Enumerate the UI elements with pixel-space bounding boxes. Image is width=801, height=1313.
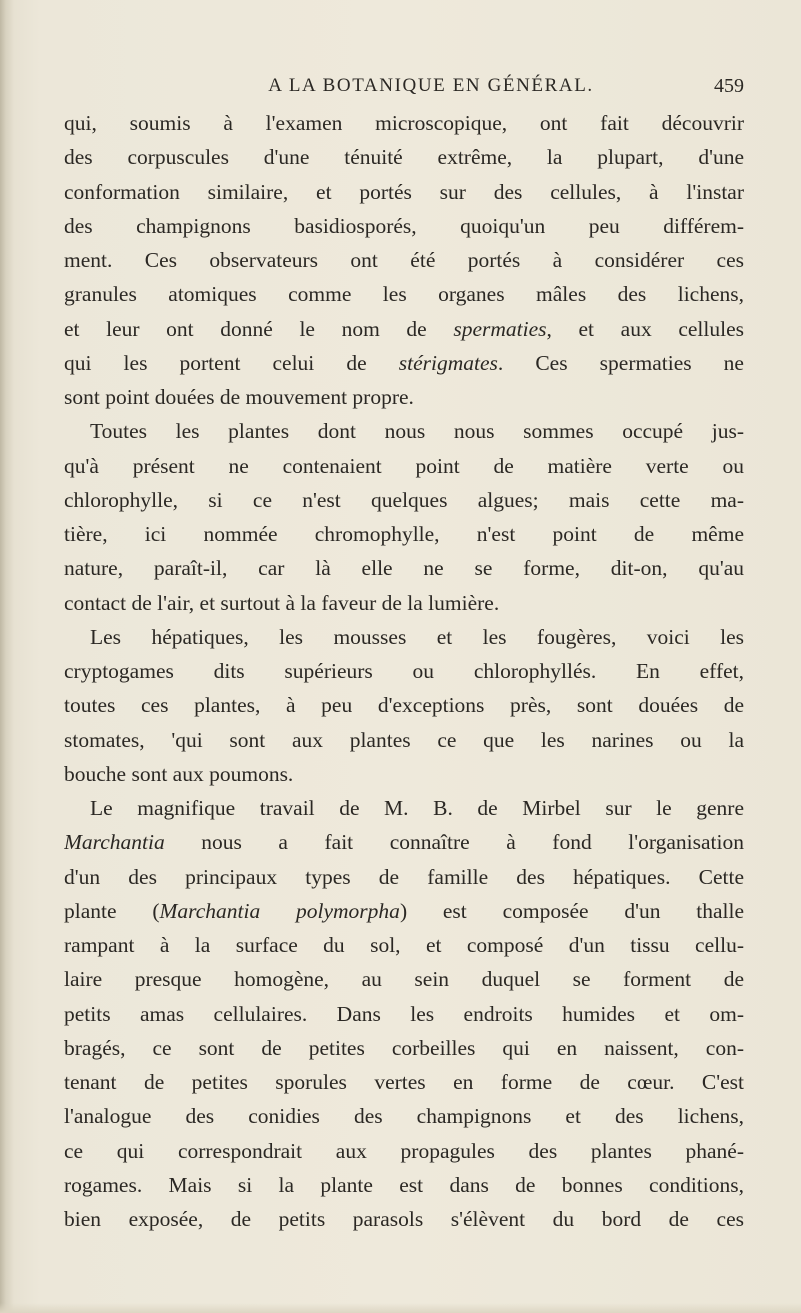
text-line bbox=[64, 791, 744, 825]
text-run: bouche sont aux poumons. bbox=[64, 761, 294, 786]
text-run: et leur ont donné le nom de bbox=[64, 316, 454, 341]
text-run: bien exposée, de petits parasols s'élèvent du bord de ces bbox=[64, 1207, 744, 1231]
text-run: chlorophylle, si ce n'est quelques algues; mais cette ma- bbox=[64, 487, 744, 512]
text-line bbox=[64, 962, 744, 996]
text-line bbox=[64, 312, 744, 346]
text-run: l'analogue des conidies des champignons et des lichens, bbox=[64, 1104, 744, 1129]
running-head-title: A LA BOTANIQUE EN GÉNÉRAL. bbox=[268, 75, 594, 96]
text-line bbox=[64, 825, 744, 859]
text-run: nature, paraît-il, car là elle ne se forme, dit-on, qu'au bbox=[64, 556, 744, 581]
text-run: plante ( bbox=[64, 898, 160, 923]
italic-term: spermaties bbox=[453, 316, 547, 341]
running-head bbox=[118, 72, 744, 100]
text-line bbox=[64, 380, 744, 414]
text-run: des corpuscules d'une ténuité extrême, la plupart, d'une bbox=[64, 145, 744, 170]
text-line bbox=[64, 1134, 744, 1168]
text-line bbox=[64, 551, 744, 585]
text-run: Le magnifique travail de M. B. de Mirbel sur le genre bbox=[90, 796, 744, 820]
text-run: tière, ici nommée chromophylle, n'est point de même bbox=[64, 522, 744, 546]
text-run: laire presque homogène, au sein duquel se forment de bbox=[64, 967, 744, 992]
text-run: rogames. Mais si la plante est dans de bonnes conditions, bbox=[64, 1172, 744, 1197]
text-run: tenant de petites sporules vertes en forme de cœur. C'est bbox=[64, 1070, 744, 1094]
text-line bbox=[64, 997, 744, 1031]
text-run: Toutes les plantes dont nous nous sommes occupé jus- bbox=[90, 419, 744, 444]
text-run: qu'à présent ne contenaient point de matière verte ou bbox=[64, 453, 744, 478]
text-run: ) est composée d'un thalle bbox=[399, 898, 744, 923]
paragraph bbox=[64, 620, 744, 791]
text-line bbox=[64, 654, 744, 688]
text-line bbox=[64, 243, 744, 277]
text-line bbox=[64, 928, 744, 962]
paragraph bbox=[64, 106, 744, 414]
text-run: des champignons basidiosporés, quoiqu'un peu différem- bbox=[64, 213, 744, 238]
text-run: Les hépatiques, les mousses et les fougères, voici les bbox=[90, 624, 744, 649]
italic-term: stérigmates bbox=[398, 350, 498, 375]
text-line bbox=[64, 175, 744, 209]
text-run: sont point douées de mouvement propre. bbox=[64, 385, 414, 409]
text-line bbox=[64, 620, 744, 654]
page-number: 459 bbox=[714, 75, 744, 97]
text-line bbox=[64, 894, 744, 928]
text-run: conformation similaire, et portés sur des cellules, à l'instar bbox=[64, 179, 744, 204]
text-line bbox=[64, 517, 744, 551]
text-run: bragés, ce sont de petites corbeilles qui en naissent, con- bbox=[64, 1035, 744, 1060]
text-run: qui, soumis à l'examen microscopique, ont fait découvrir bbox=[64, 111, 744, 135]
text-line bbox=[64, 277, 744, 311]
text-line bbox=[64, 860, 744, 894]
text-run: ce qui correspondrait aux propagules des plantes phané- bbox=[64, 1138, 744, 1163]
text-run: , et aux cellules bbox=[546, 316, 744, 341]
text-run: qui les portent celui de bbox=[64, 350, 399, 375]
text-line bbox=[64, 723, 744, 757]
text-run: cryptogames dits supérieurs ou chlorophyllés. En effet, bbox=[64, 659, 744, 683]
text-line bbox=[64, 209, 744, 243]
text-run: granules atomiques comme les organes mâles des lichens, bbox=[64, 282, 744, 307]
text-line bbox=[64, 1168, 744, 1202]
text-run: d'un des principaux types de famille des hépatiques. Cette bbox=[64, 864, 744, 889]
text-line bbox=[64, 1099, 744, 1133]
text-line bbox=[64, 1065, 744, 1099]
text-line bbox=[64, 346, 744, 380]
text-line bbox=[64, 483, 744, 517]
body-text bbox=[64, 106, 744, 1236]
text-run: ment. Ces observateurs ont été portés à considérer ces bbox=[64, 248, 744, 272]
text-line bbox=[64, 414, 744, 448]
paragraph bbox=[64, 791, 744, 1236]
text-run: toutes ces plantes, à peu d'exceptions près, sont douées de bbox=[64, 693, 744, 718]
text-run: stomates, 'qui sont aux plantes ce que les narines ou la bbox=[64, 727, 744, 752]
text-run: . Ces spermaties ne bbox=[497, 350, 744, 375]
text-line bbox=[64, 757, 744, 791]
page-bottom-edge bbox=[0, 1303, 801, 1313]
text-run: contact de l'air, et surtout à la faveur de la lumière. bbox=[64, 590, 500, 615]
page-gutter-shadow bbox=[0, 0, 14, 1313]
italic-term: Marchantia bbox=[64, 830, 165, 855]
text-line bbox=[64, 1031, 744, 1065]
text-line bbox=[64, 688, 744, 722]
text-line bbox=[64, 1202, 744, 1236]
text-run: petits amas cellulaires. Dans les endroits humides et om- bbox=[64, 1001, 744, 1026]
text-run: rampant à la surface du sol, et composé d'un tissu cellu- bbox=[64, 933, 744, 957]
text-line bbox=[64, 449, 744, 483]
paragraph bbox=[64, 414, 744, 620]
italic-term: Marchantia polymorpha bbox=[159, 898, 400, 923]
text-line bbox=[64, 586, 744, 620]
text-line bbox=[64, 106, 744, 140]
text-run: nous a fait connaître à fond l'organisation bbox=[164, 830, 744, 855]
text-line bbox=[64, 140, 744, 174]
